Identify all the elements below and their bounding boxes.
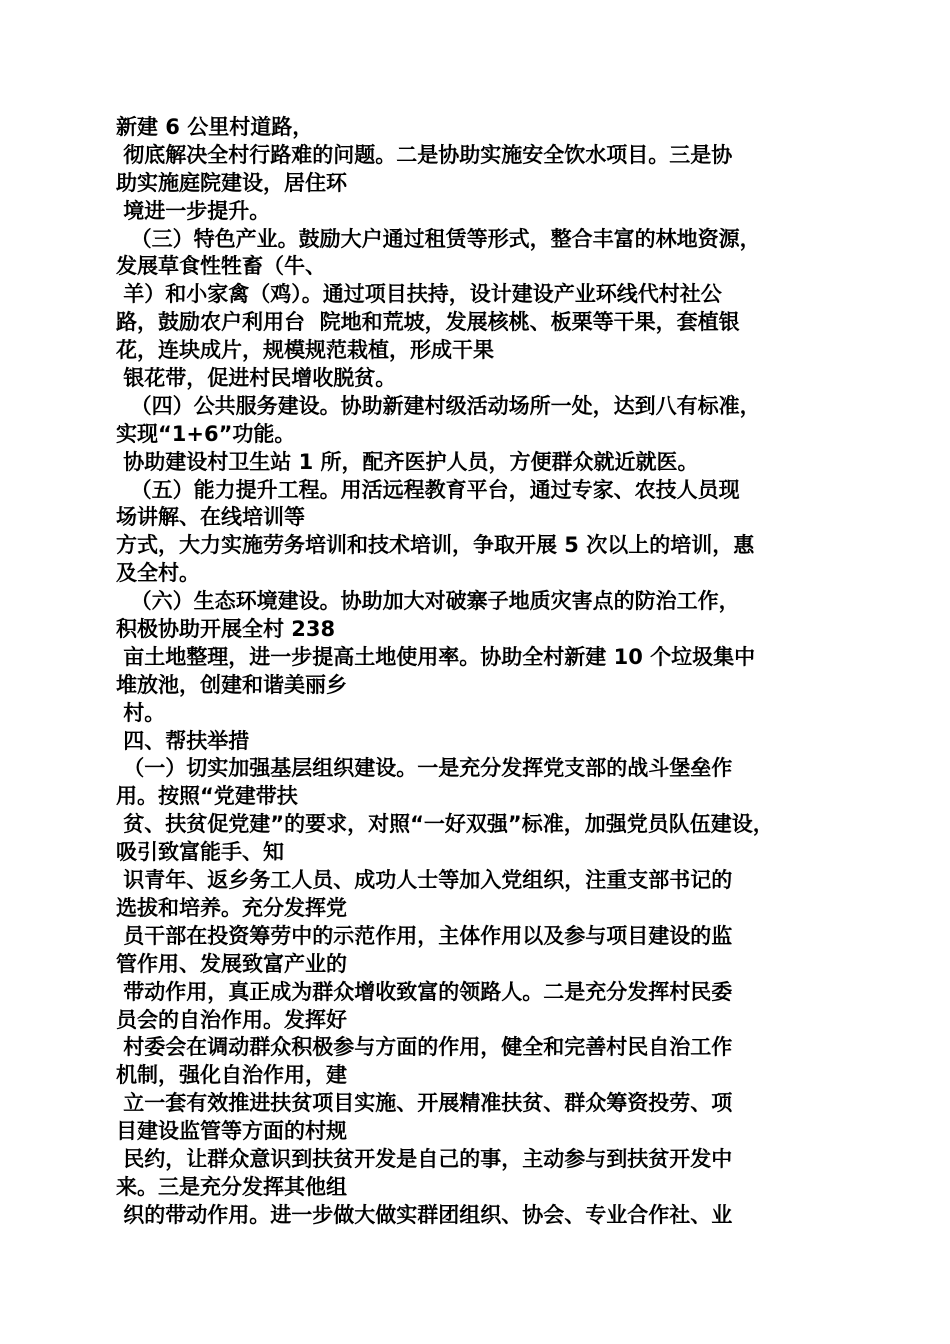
text-line: （四）公共服务建设。协助新建村级活动场所一处，达到八有标准， bbox=[116, 393, 761, 418]
text-line: 助实施庭院建设，居住环 bbox=[116, 170, 347, 195]
text-line: 及全村。 bbox=[116, 561, 200, 586]
text-line: 方式，大力实施劳务培训和技术培训，争取开展 5 次以上的培训，惠 bbox=[116, 533, 755, 558]
text-line: 亩土地整理，进一步提高土地使用率。协助全村新建 10 个垃圾集中 bbox=[116, 644, 756, 669]
text-line: 管作用、发展致富产业的 bbox=[116, 951, 347, 976]
text-line: 境进一步提升。 bbox=[116, 198, 271, 223]
text-line: 实现“1+6”功能。 bbox=[116, 421, 296, 446]
text-line: 发展草食性牲畜（牛、 bbox=[116, 254, 326, 279]
text-line: 贫、扶贫促党建”的要求，对照“一好双强”标准，加强党员队伍建设， bbox=[116, 812, 774, 837]
text-line: 民约，让群众意识到扶贫开发是自己的事，主动参与到扶贫开发中 bbox=[116, 1146, 733, 1171]
text-line: 目建设监管等方面的村规 bbox=[116, 1119, 347, 1144]
text-line: 羊）和小家禽（鸡）。通过项目扶持，设计建设产业环线代村社公 bbox=[116, 282, 722, 307]
text-line: 来。三是充分发挥其他组 bbox=[116, 1174, 347, 1199]
text-line: 立一套有效推进扶贫项目实施、开展精准扶贫、群众筹资投劳、项 bbox=[116, 1091, 733, 1116]
text-line: 村委会在调动群众积极参与方面的作用，健全和完善村民自治工作 bbox=[116, 1035, 733, 1060]
text-line: 用。按照“党建带扶 bbox=[116, 784, 298, 809]
text-line: 识青年、返乡务工人员、成功人士等加入党组织，注重支部书记的 bbox=[116, 868, 733, 893]
text-line: （一）切实加强基层组织建设。一是充分发挥党支部的战斗堡垒作 bbox=[116, 756, 733, 781]
text-line: 吸引致富能手、知 bbox=[116, 840, 284, 865]
text-line: 员会的自治作用。发挥好 bbox=[116, 1007, 347, 1032]
text-line: 新建 6 公里村道路， bbox=[116, 115, 314, 139]
text-line: 村。 bbox=[116, 700, 166, 725]
text-line: （五）能力提升工程。用活远程教育平台，通过专家、农技人员现 bbox=[116, 477, 740, 502]
text-line: 彻底解决全村行路难的问题。二是协助实施安全饮水项目。三是协 bbox=[116, 142, 733, 167]
text-line: 场讲解、在线培训等 bbox=[116, 505, 305, 530]
text-line: 带动作用，真正成为群众增收致富的领路人。二是充分发挥村民委 bbox=[116, 979, 733, 1004]
text-line: 银花带，促进村民增收脱贫。 bbox=[116, 366, 397, 391]
text-line: （六）生态环境建设。协助加大对破寨子地质灾害点的防治工作， bbox=[116, 589, 740, 614]
text-line: 协助建设村卫生站 1 所，配齐医护人员，方便群众就近就医。 bbox=[116, 449, 699, 474]
text-line: 织的带动作用。进一步做大做实群团组织、协会、专业合作社、业 bbox=[116, 1202, 733, 1227]
text-line: （三）特色产业。鼓励大户通过租赁等形式，整合丰富的林地资源， bbox=[116, 226, 761, 251]
text-line: 花，连块成片，规模规范栽植，形成干果 bbox=[116, 338, 494, 363]
text-line: 路，鼓励农户利用台 院地和荒坡，发展核桃、板栗等干果，套植银 bbox=[116, 310, 740, 335]
text-line: 积极协助开展全村 238 bbox=[116, 617, 336, 642]
document-page bbox=[116, 114, 836, 1230]
text-line: 机制，强化自治作用，建 bbox=[116, 1063, 347, 1088]
text-line: 四、帮扶举措 bbox=[116, 728, 250, 753]
text-line: 堆放池，创建和谐美丽乡 bbox=[116, 672, 347, 697]
text-line: 选拔和培养。充分发挥党 bbox=[116, 895, 347, 920]
text-line: 员干部在投资筹劳中的示范作用，主体作用以及参与项目建设的监 bbox=[116, 923, 733, 948]
